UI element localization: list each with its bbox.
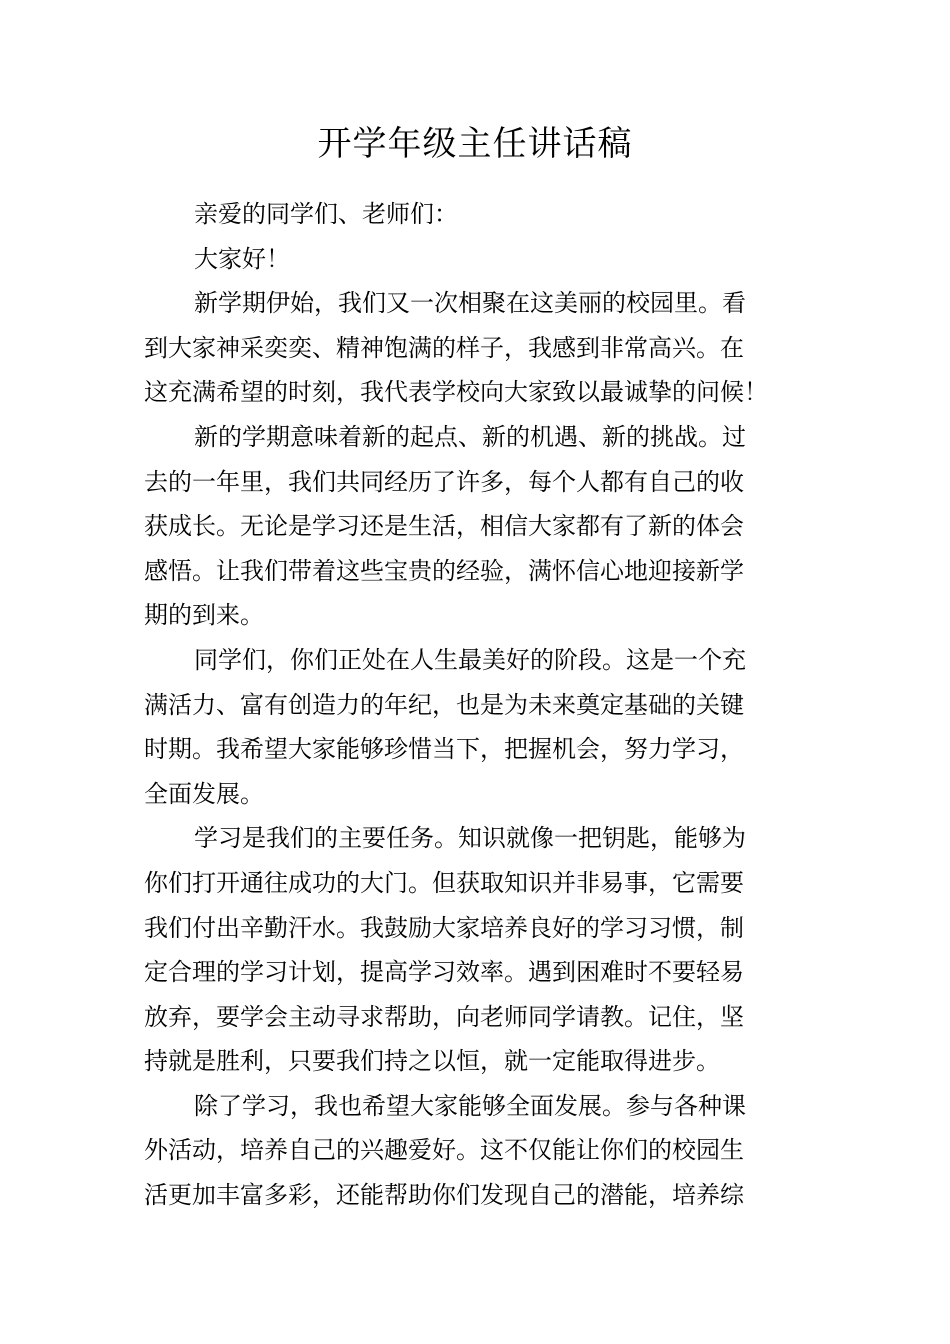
text-line: 持就是胜利，只要我们持之以恒，就一定能取得进步。 [144,1047,720,1076]
text-line: 外活动，培养自己的兴趣爱好。这不仅能让你们的校园生 [144,1136,744,1165]
text-line: 亲爱的同学们、老师们： [194,200,458,228]
text-line: 我们付出辛勤汗水。我鼓励大家培养良好的学习习惯，制 [144,913,744,942]
text-line: 获成长。无论是学习还是生活，相信大家都有了新的体会 [144,512,744,541]
text-line: 到大家神采奕奕、精神饱满的样子，我感到非常高兴。在 [144,333,744,362]
text-line: 时期。我希望大家能够珍惜当下，把握机会，努力学习， [144,735,744,764]
text-line: 感悟。让我们带着这些宝贵的经验，满怀信心地迎接新学 [144,556,744,585]
text-line: 新学期伊始，我们又一次相聚在这美丽的校园里。看 [194,289,746,318]
text-line: 满活力、富有创造力的年纪，也是为未来奠定基础的关键 [144,690,744,719]
text-line: 全面发展。 [144,779,264,808]
text-line: 同学们，你们正处在人生最美好的阶段。这是一个充 [194,645,746,674]
page-title: 开学年级主任讲话稿 [317,124,633,164]
text-line: 期的到来。 [144,601,264,630]
text-line: 定合理的学习计划，提高学习效率。遇到困难时不要轻易 [144,958,744,987]
text-line: 学习是我们的主要任务。知识就像一把钥匙，能够为 [194,824,746,853]
text-line: 活更加丰富多彩，还能帮助你们发现自己的潜能，培养综 [144,1181,744,1210]
text-line: 去的一年里，我们共同经历了许多，每个人都有自己的收 [144,467,744,496]
text-line: 大家好！ [194,244,290,273]
text-line: 你们打开通往成功的大门。但获取知识并非易事，它需要 [144,868,744,897]
text-line: 新的学期意味着新的起点、新的机遇、新的挑战。过 [194,422,746,451]
text-line: 放弃，要学会主动寻求帮助，向老师同学请教。记住，坚 [144,1002,744,1031]
text-line: 除了学习，我也希望大家能够全面发展。参与各种课 [194,1091,746,1120]
text-line: 这充满希望的时刻，我代表学校向大家致以最诚挚的问候！ [144,378,768,407]
document-body [144,192,804,1218]
